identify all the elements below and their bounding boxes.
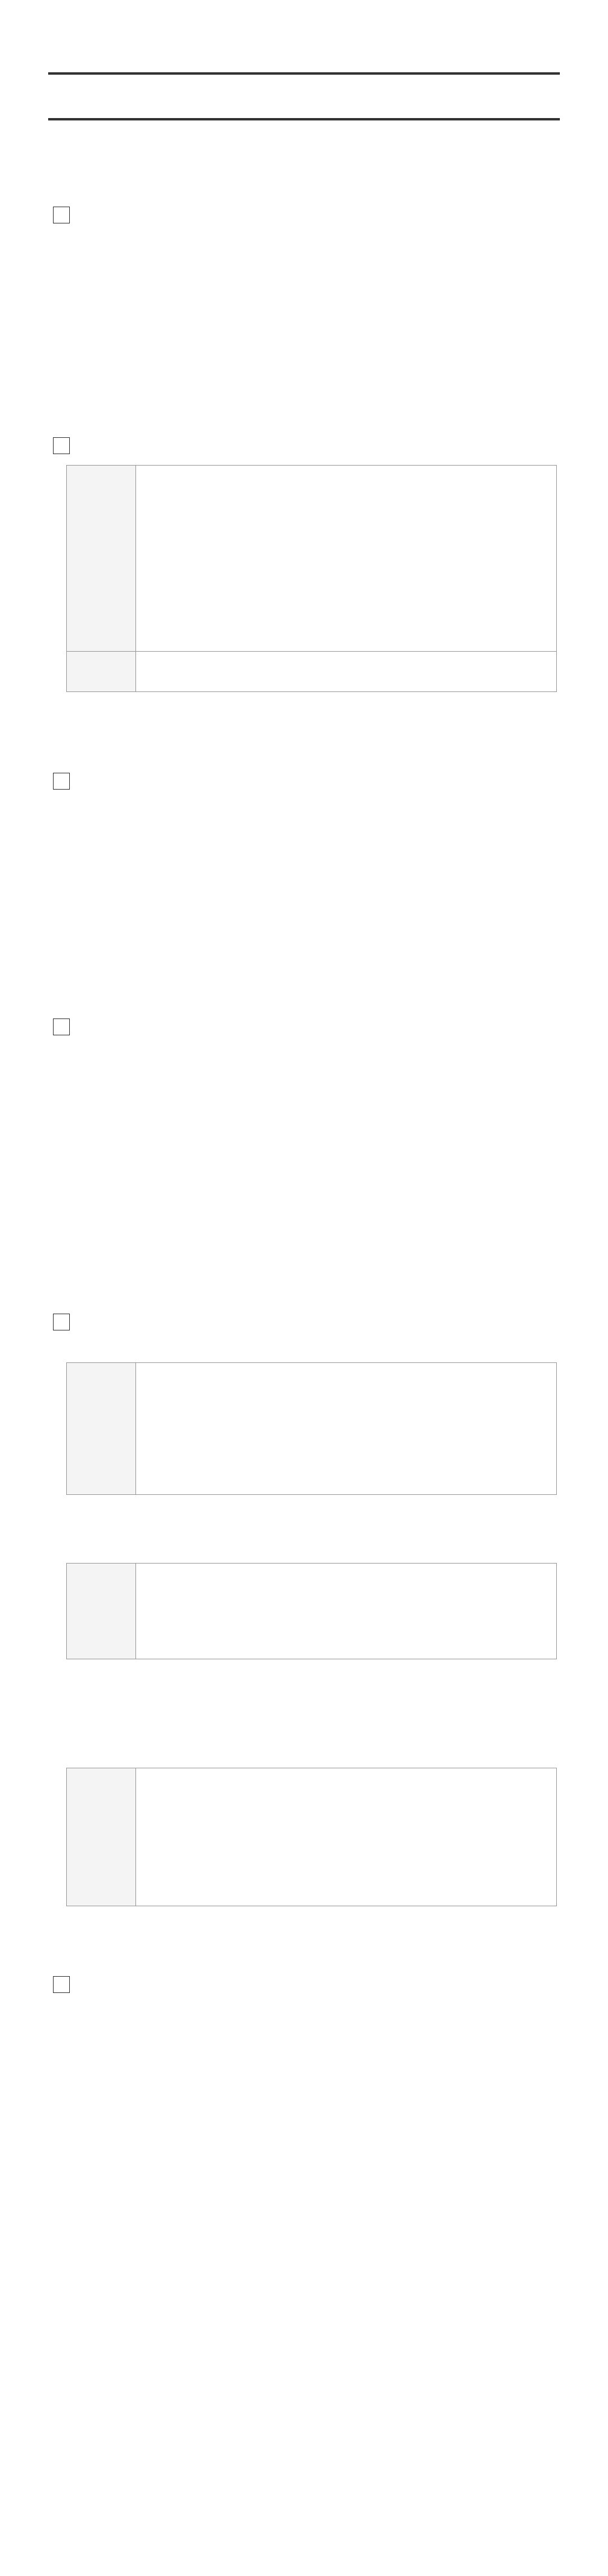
eligibility-other-row (67, 651, 557, 691)
section-5-heading (53, 1313, 76, 1331)
stage2-docs-table (66, 1768, 557, 1906)
section-4-number (53, 1018, 70, 1035)
eligibility-other-label (67, 651, 136, 691)
section-1-number (53, 207, 70, 223)
intro-paragraph (60, 151, 554, 193)
section-3-heading (53, 772, 76, 790)
eligibility-common-content (135, 465, 556, 651)
stage2-docs-row (67, 1768, 557, 1906)
eligibility-table (66, 465, 557, 692)
section-5-number (53, 1314, 70, 1330)
section-6-number (53, 1976, 70, 1993)
section-1-heading (53, 206, 76, 224)
section-4-heading (53, 1018, 76, 1036)
section-6-heading (53, 1976, 76, 1994)
stage2-docs-list (135, 1768, 556, 1906)
eligibility-other-content (135, 651, 556, 691)
stage1-docs-row (67, 1362, 557, 1494)
stage1-docs-continued-row (67, 1564, 557, 1659)
stage1-docs-table (66, 1362, 557, 1495)
section-2-number (53, 437, 70, 454)
stage1-docs-continued-list (135, 1564, 556, 1659)
section-3-number (53, 773, 70, 790)
stage1-docs-continued-label (67, 1564, 136, 1659)
stage1-docs-label (67, 1362, 136, 1494)
stage1-docs-continued (66, 1563, 557, 1659)
stage2-docs-label (67, 1768, 136, 1906)
page-title (48, 72, 560, 120)
eligibility-common-row (67, 465, 557, 651)
eligibility-common-label (67, 465, 136, 651)
section-2-heading (53, 437, 76, 455)
stage1-docs-list (135, 1362, 556, 1494)
